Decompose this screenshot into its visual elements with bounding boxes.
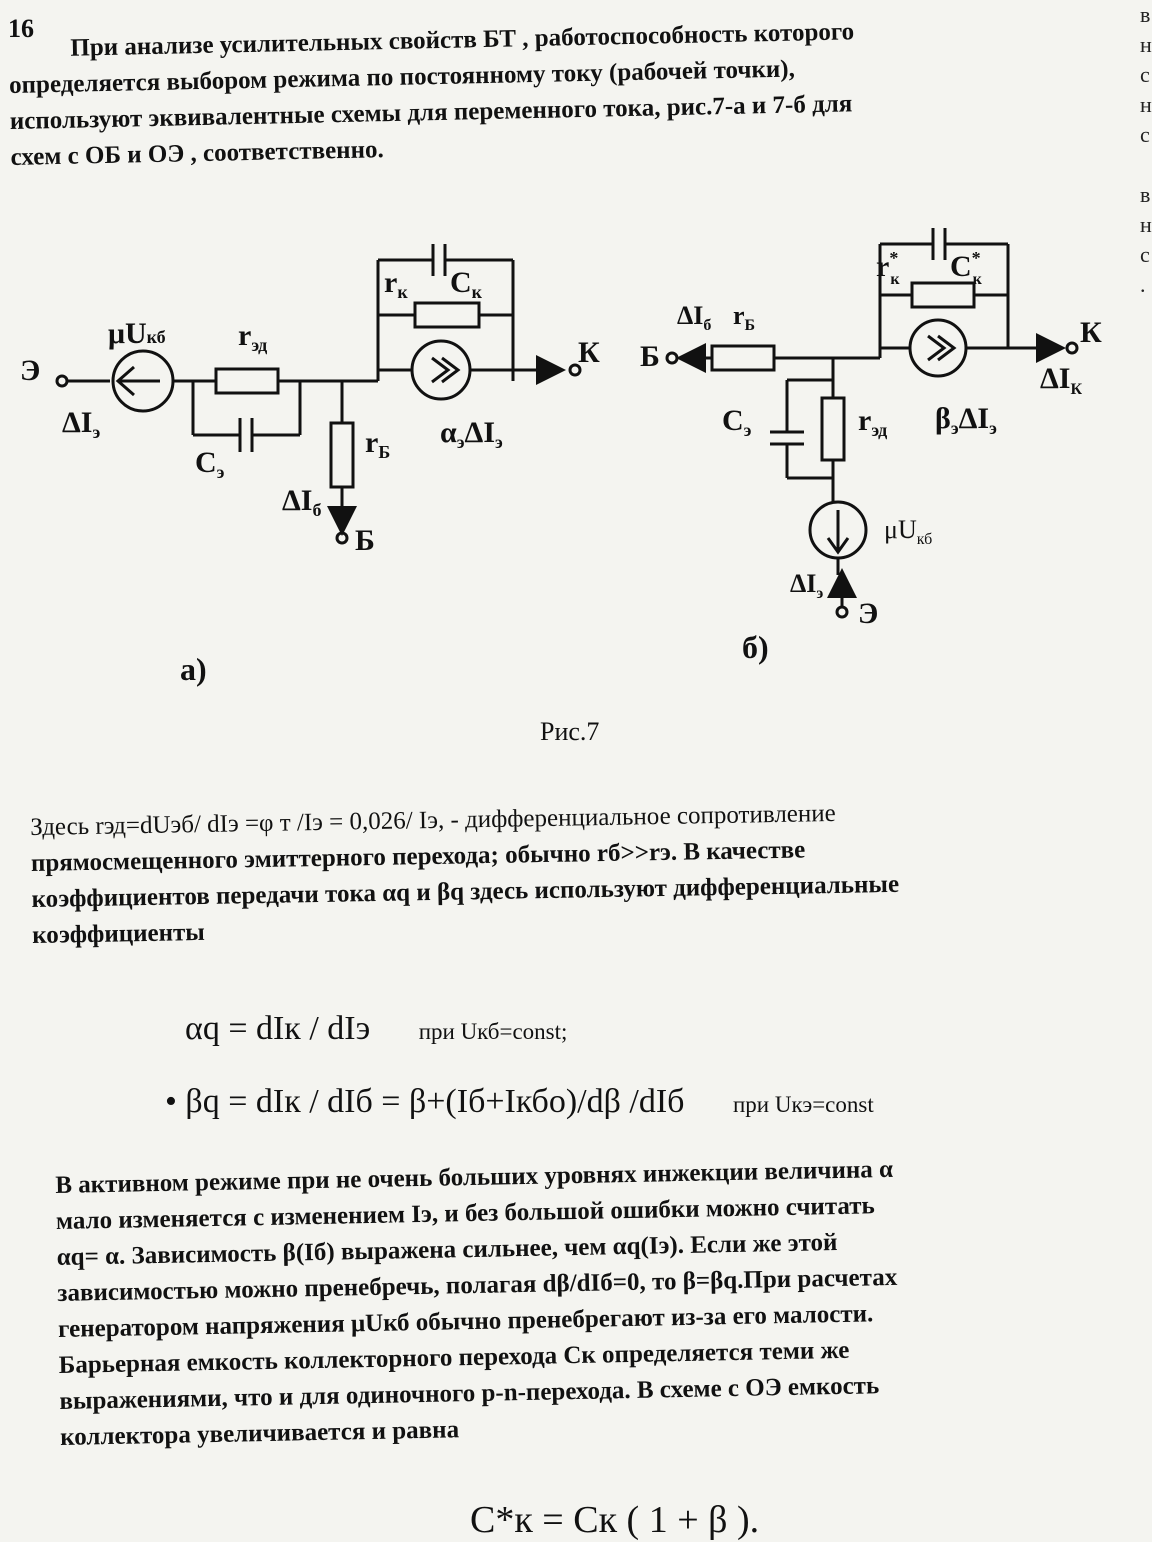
label-mu-b [884,515,932,548]
resistor-re-a [216,369,278,393]
current-source-b [910,320,966,376]
active-mode-line: коллектора увеличивается и равна [59,1416,460,1451]
label-e-a: Э [20,354,41,387]
label-rk-b-sub: к [890,271,900,288]
label-ib-a [282,484,321,520]
label-ce-b-main: C [722,404,744,437]
label-ib-b-main: ΔI [677,301,704,330]
active-mode-line: мало изменяется с изменением Iэ, и без большой ошибки можно считать [55,1192,876,1235]
label-ce-a-sub: э [216,462,225,482]
label-rb-a [365,426,390,462]
formula-beta-expr: • βq = dIк / dIб = β+(Iб+Iкбо)/dβ /dIб [165,1083,685,1120]
label-beta-b-sub: э [950,418,959,438]
diagram-b-label: б) [742,629,769,665]
label-mu-a-sub: кб [146,327,166,347]
label-rb-a-sub: Б [378,442,391,462]
label-ce-a-main: C [195,446,217,479]
formula-beta [165,1083,874,1121]
intro-line: определяется выбором режима по постоянному току (рабочей точки), [8,55,796,99]
label-ce-b [722,404,752,440]
active-mode-line: Барьерная емкость коллекторного перехода Cк определяется теми же [58,1336,850,1379]
explanation-line: прямосмещенного эмиттерного перехода; обычно rб>>rэ. В качестве [30,836,806,877]
active-mode-line: выражениями, что и для одиночного p-n-перехода. В схеме с ОЭ емкость [59,1372,880,1415]
source-arrow [928,336,954,360]
label-re-a-main: r [238,319,252,352]
label-mu-b-main: μU [884,515,917,544]
label-re-b [858,404,887,440]
node-e-b [837,607,847,617]
label-rk-a-main: r [384,266,398,299]
label-re-b-main: r [858,404,872,437]
active-mode-line: генератором напряжения μUкб обычно пренебрегают из-за его малости. [57,1300,874,1343]
margin-letter: с [1140,122,1150,147]
label-mu-b-sub: кб [916,531,933,548]
label-re-b-sub: эд [871,420,888,440]
margin-letter: в [1140,182,1151,207]
margin-letter [1140,150,1152,180]
label-ck-b [950,248,983,288]
label-rb-b [733,301,755,334]
label-alpha-a-rest: ΔI [464,416,496,449]
label-re-a-sub: эд [251,335,268,355]
label-ck-b-sup: * [971,248,981,268]
label-ie-b-main: ΔI [790,569,817,598]
label-rb-b-main: r [733,301,745,330]
label-ib-a-sub: б [312,500,322,520]
label-b-b: Б [640,340,660,373]
label-rk-b-sup: * [889,248,899,268]
resistor-re-b [822,398,844,460]
margin-letter: н [1140,212,1152,237]
label-ce-a [195,446,225,482]
intro-line: схем с ОБ и ОЭ , соответственно. [10,136,385,171]
label-ib-a-main: ΔI [282,484,313,517]
explanation-line: Здесь rэд=dUэб/ dIэ =φ т /Iэ = 0,026/ Iэ, - дифференциальное сопротивление [30,799,836,841]
formula-alpha-condition: при Uкб=const; [418,1019,568,1044]
explanation-paragraph [30,791,1132,954]
intro-line: используют эквивалентные схемы для переменного тока, рис.7-а и 7-б для [9,90,853,135]
label-b-a: Б [355,524,375,557]
explanation-line: коэффициенты [31,918,206,949]
margin-letter: н [1140,32,1152,57]
label-ib-b [677,301,711,334]
label-ck-b-sub: к [972,271,982,288]
intro-line: При анализе усилительных свойств БТ , работоспособность которого [70,18,855,62]
label-beta-b-main: β [935,402,951,435]
label-ik-b-sub: К [1070,381,1083,398]
active-mode-line: В активном режиме при не очень больших уровнях инжекции величина α [55,1155,894,1199]
margin-letter: . [1140,272,1146,297]
margin-letter: н [1140,92,1152,117]
formula-alpha [185,1010,567,1048]
current-source-a [412,341,470,399]
label-ck-b-main: C [950,250,972,283]
label-rk-a [384,266,408,302]
label-beta-b [935,402,997,438]
label-mu-a [108,317,166,350]
diagram-a-label: а) [180,651,207,687]
node-k-b [1067,343,1077,353]
label-ck-a [450,266,483,302]
label-alpha-a-main: α [440,416,457,449]
label-alpha-a [440,416,503,452]
label-ck-a-main: C [450,266,472,299]
page-number: 16 [8,14,34,43]
label-ib-b-sub: б [703,317,712,334]
figure-caption: Рис.7 [540,717,600,746]
label-ik-b-main: ΔI [1040,362,1071,395]
label-re-a [238,319,267,355]
label-beta-b-rest: ΔI [958,402,990,435]
label-alpha-a-sub: э [456,432,465,452]
label-ik-b [1040,362,1082,398]
active-mode-line: зависимостью можно пренебречь, полагая dβ/dIб=0, то β=βq.При расчетах [57,1263,898,1307]
label-rk-b [876,248,900,288]
node-b-b [667,353,677,363]
label-ck-a-sub: к [471,282,483,302]
active-mode-line: αq= α. Зависимость β(Iб) выражена сильнее, чем αq(Iэ). Если же этой [56,1228,838,1271]
resistor-rb-a [331,423,353,487]
source-arrow [432,358,458,382]
label-ie-a [62,406,100,442]
label-ie-b-sub: э [816,585,824,602]
resistor-rk-a [415,303,479,327]
resistor-rb-b [712,346,774,370]
label-e-b: Э [858,597,879,630]
label-ie-a-main: ΔI [62,406,93,439]
node-e-a [57,376,67,386]
margin-letter: в [1140,2,1151,27]
formula-alpha-expr: αq = dIк / dIэ [185,1010,371,1047]
label-rb-b-sub: Б [744,317,756,334]
label-k-a: К [578,336,600,369]
label-alpha-a-rest-sub: э [495,432,503,452]
label-rk-b-main: r [876,250,890,283]
explanation-line: коэффициентов передачи тока αq и βq здесь используют дифференциальные [31,870,900,913]
active-mode-paragraph [55,1147,1150,1456]
label-ce-b-sub: э [743,420,752,440]
formula-ck: C*к = Cк ( 1 + β ). [470,1499,760,1541]
node-b-a [337,533,347,543]
margin-letter: с [1140,242,1150,267]
label-mu-a-main: μU [108,317,147,350]
resistor-rk-b [912,283,974,307]
label-ie-a-sub: э [92,422,101,442]
label-rk-a-sub: к [397,282,408,302]
circuit-diagrams [0,220,1152,700]
margin-letter: с [1140,62,1150,87]
label-k-b: К [1080,316,1102,349]
formula-beta-condition: при Uкэ=const [732,1092,874,1117]
label-ie-b [790,569,823,602]
label-beta-b-rest-sub: э [989,418,997,438]
intro-paragraph [8,9,1101,176]
label-rb-a-main: r [365,426,379,459]
